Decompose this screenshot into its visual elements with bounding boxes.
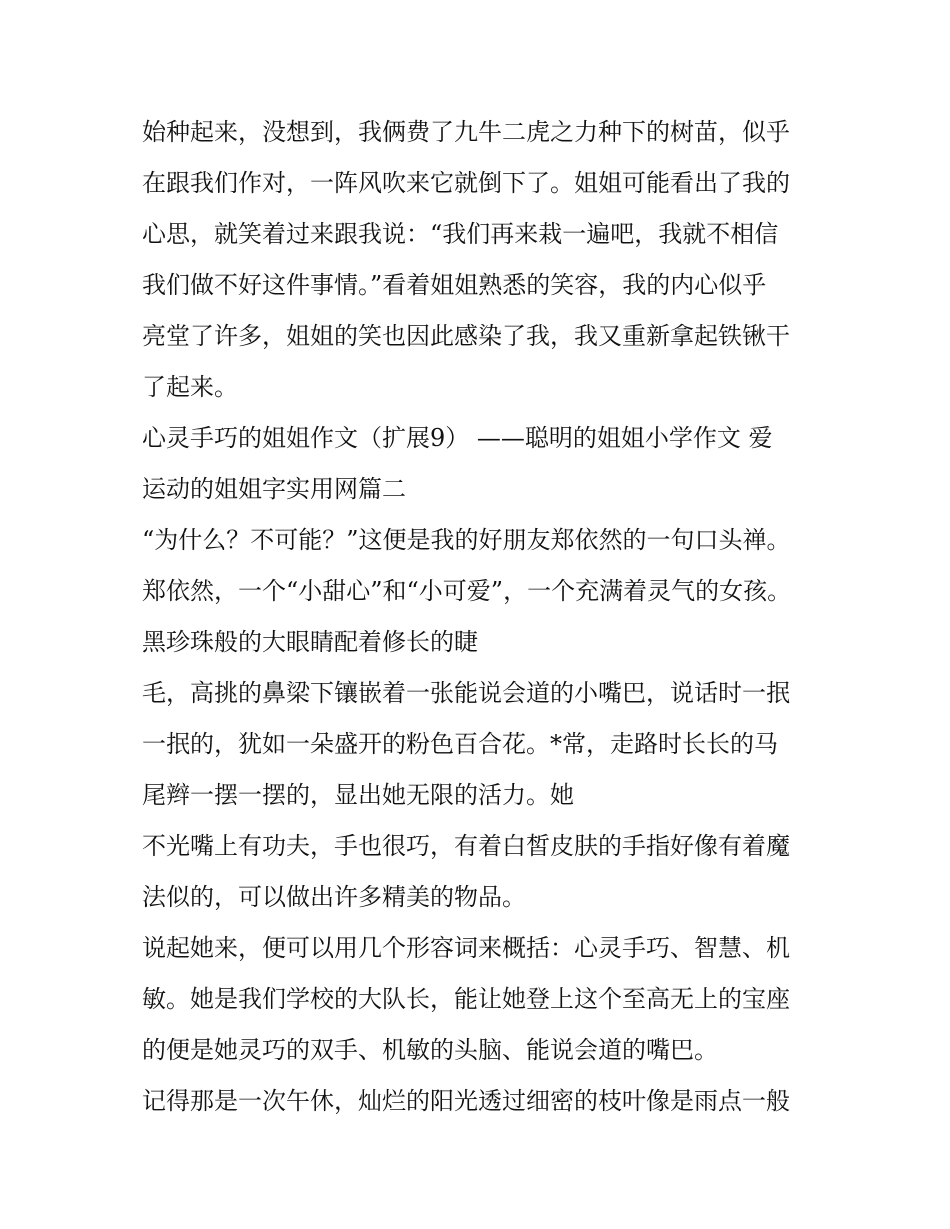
- text-line: 尾辫一摆一摆的，显出她无限的活力。她: [142, 781, 574, 809]
- text-line: 的便是她灵巧的双手、机敏的头脑、能说会道的嘴巴。: [142, 1036, 718, 1064]
- text-line: 说起她来，便可以用几个形容词来概括：心灵手巧、智慧、机: [142, 934, 790, 962]
- text-line: 了起来。: [142, 373, 238, 401]
- text-line: 心思，就笑着过来跟我说：“我们再来栽一遍吧，我就不相信: [142, 220, 779, 248]
- text-line: 我们做不好这件事情。”看着姐姐熟悉的笑容，我的内心似乎: [142, 271, 767, 299]
- text-line: 法似的，可以做出许多精美的物品。: [142, 883, 526, 911]
- text-line: 郑依然，一个“小甜心”和“小可爱”，一个充满着灵气的女孩。: [142, 577, 792, 605]
- text-line: 毛，高挑的鼻梁下镶嵌着一张能说会道的小嘴巴，说话时一抿: [142, 679, 790, 707]
- text-line: 记得那是一次午休，灿烂的阳光透过细密的枝叶像是雨点一般: [142, 1087, 790, 1115]
- text-line: 始种起来，没想到，我俩费了九牛二虎之力种下的树苗，似乎: [142, 118, 790, 146]
- text-line: 一抿的，犹如一朵盛开的粉色百合花。*常，走路时长长的马: [142, 730, 778, 758]
- section-heading-line: 运动的姐姐字实用网篇二: [142, 475, 406, 503]
- section-heading-line: 心灵手巧的姐姐作文（扩展9） ——聪明的姐姐小学作文 爱: [142, 424, 773, 452]
- essay-text-block: [142, 107, 822, 1127]
- text-line: “为什么？不可能？”这便是我的好朋友郑依然的一句口头禅。: [142, 526, 791, 554]
- text-line: 敏。她是我们学校的大队长，能让她登上这个至高无上的宝座: [142, 985, 790, 1013]
- text-line: 黑珍珠般的大眼睛配着修长的睫: [142, 628, 478, 656]
- text-line: 亮堂了许多，姐姐的笑也因此感染了我，我又重新拿起铁锹干: [142, 322, 790, 350]
- text-line: 不光嘴上有功夫，手也很巧，有着白皙皮肤的手指好像有着魔: [142, 832, 790, 860]
- text-line: 在跟我们作对，一阵风吹来它就倒下了。姐姐可能看出了我的: [142, 169, 790, 197]
